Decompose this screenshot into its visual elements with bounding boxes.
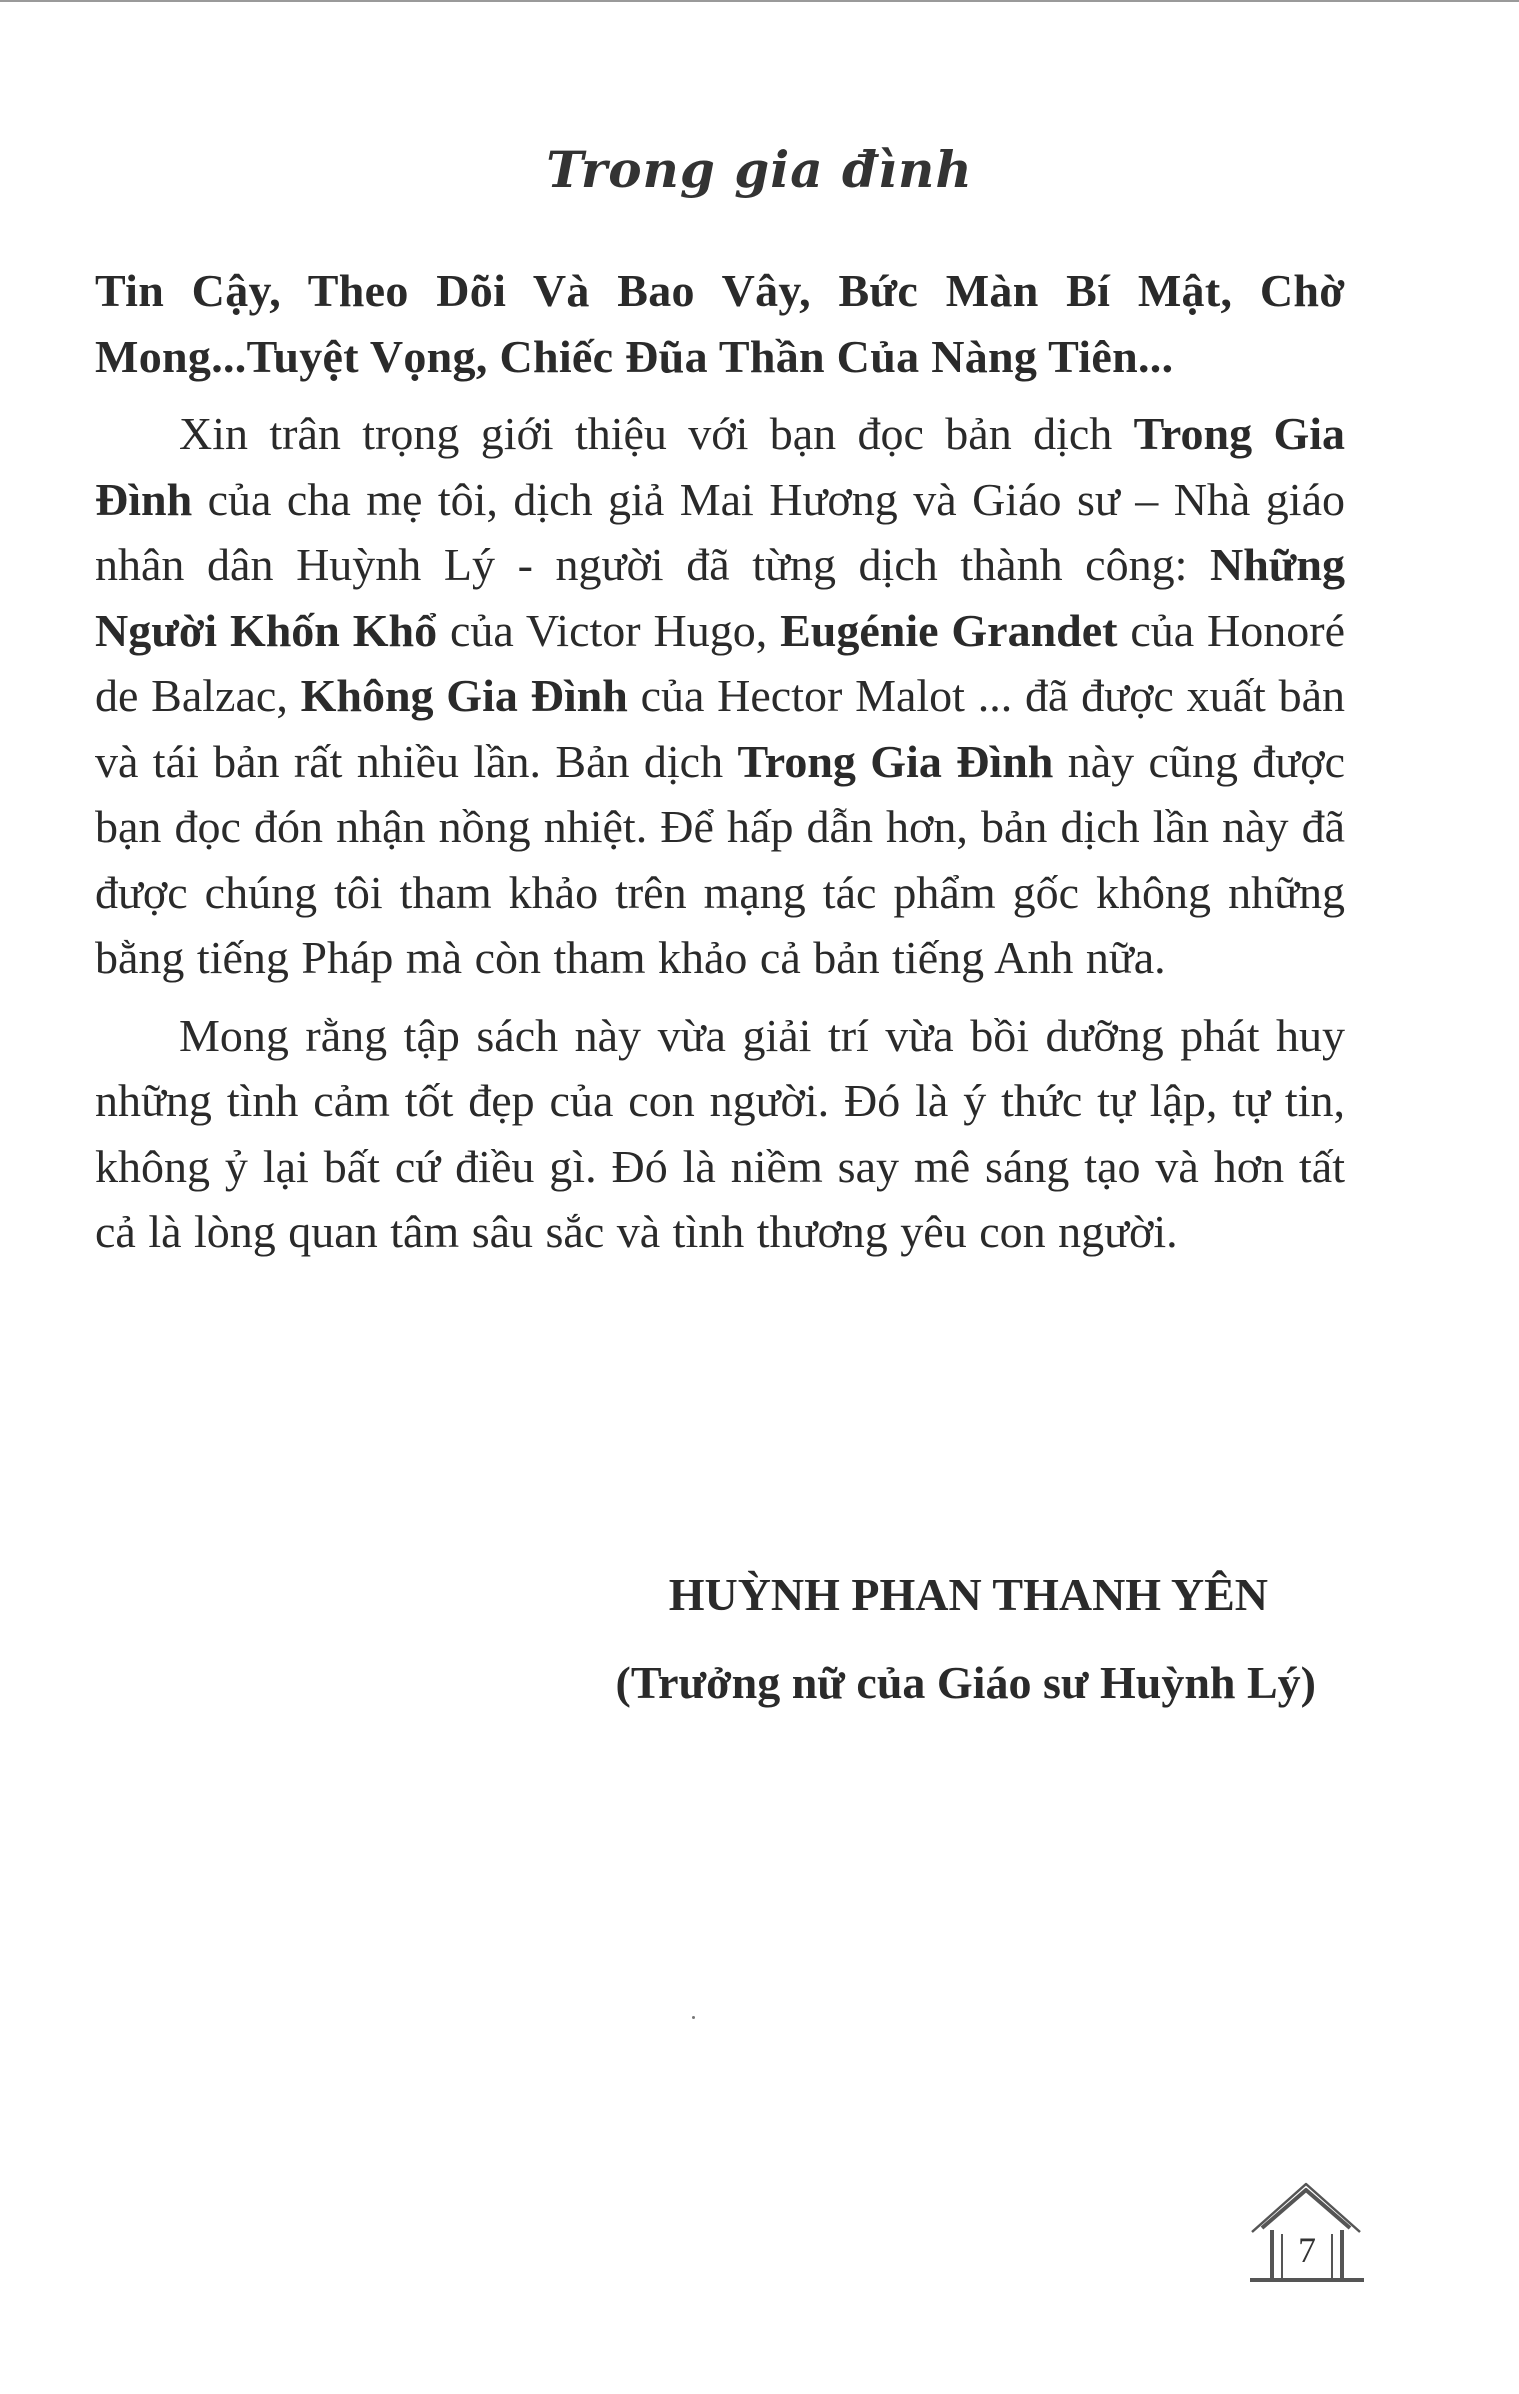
intro-bold-title-4: Không Gia Đình [300,670,628,721]
intro-text-2: của cha mẹ tôi, dịch giả Mai Hương và Giáo sư – Nhà giáo nhân dân Huỳnh Lý - người đã từng dịch thành công: [95,473,1345,590]
top-border-rule [0,0,1519,8]
intro-paragraph [95,401,1345,991]
intro-text-3: của Victor Hugo, [437,604,781,656]
page-number-badge [1248,2182,1368,2290]
chapter-titles-heading: Tin Cậy, Theo Dõi Và Bao Vây, Bức Màn Bí Mật, Chờ Mong...Tuyệt Vọng, Chiếc Đũa Thần Của Nàng Tiên... [95,265,1345,382]
page-number: 7 [1298,2230,1316,2270]
signature-name: HUỲNH PHAN THANH YÊN [668,1569,1268,1620]
signature-role: (Trưởng nữ của Giáo sư Huỳnh Lý) [615,1657,1316,1708]
speck-mark [692,2016,695,2019]
intro-text-6: này cũng được bạn đọc đón nhận nồng nhiệt. Để hấp dẫn hơn, bản dịch lần này đã được chúng tôi tham khảo trên mạng tác phẩm gốc không những bằng tiếng Pháp mà còn tham khảo cả bản tiếng Anh nữa. [95,735,1345,983]
intro-text-1: Xin trân trọng giới thiệu với bạn đọc bản dịch [179,408,1134,459]
page-body [95,258,1345,1277]
intro-bold-title-5: Trong Gia Đình [737,735,1054,787]
intro-bold-title-3: Eugénie Grandet [780,604,1118,656]
intro-text-5: của Hector Malot ... đã được xuất bản và tái bản rất nhiều lần. Bản dịch [95,670,1345,787]
intro-text-4: của Honoré de Balzac, [95,604,1346,721]
intro-bold-title-1: Trong Gia Đình [95,408,1345,525]
intro-bold-title-2: Những Người Khốn Khổ [95,539,1345,656]
running-head: Trong gia đình [546,140,973,199]
closing-paragraph: Mong rằng tập sách này vừa giải trí vừa bồi dưỡng phát huy những tình cảm tốt đẹp của con người. Đó là ý thức tự lập, tự tin, không ỷ lại bất cứ điều gì. Đó là niềm say mê sáng tạo và hơn tất cả là lòng quan tâm sâu sắc và tình thương yêu con người. [95,1009,1345,1257]
